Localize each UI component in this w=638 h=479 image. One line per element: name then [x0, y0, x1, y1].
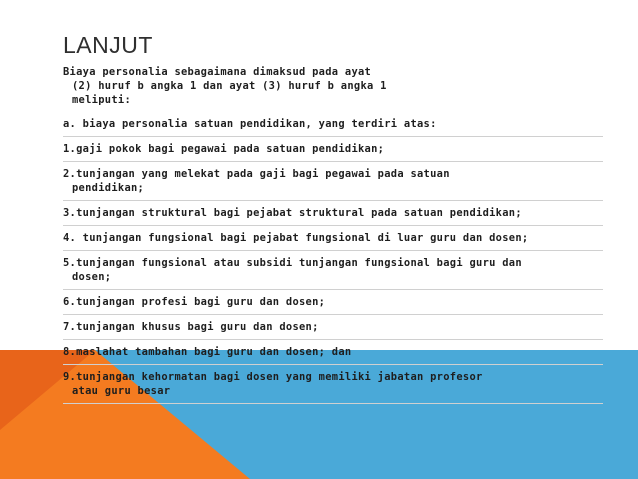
content-line-text: 8.maslahat tambahan bagi guru dan dosen; dan — [63, 346, 352, 358]
content-line — [63, 315, 603, 340]
content-line-text: 3.tunjangan struktural bagi pejabat struktural pada satuan pendidikan; — [63, 207, 522, 219]
content-line — [63, 112, 603, 137]
content-list — [63, 60, 603, 404]
content-line — [63, 201, 603, 226]
content-line-text: 9.tunjangan kehormatan bagi dosen yang memiliki jabatan profesor atau guru besar — [63, 371, 483, 397]
content-line — [63, 365, 603, 404]
content-line — [63, 162, 603, 201]
content-line-text: 6.tunjangan profesi bagi guru dan dosen; — [63, 296, 326, 308]
slide-title: LANJUT — [63, 32, 153, 58]
content-line — [63, 60, 603, 112]
content-line — [63, 290, 603, 315]
content-line — [63, 226, 603, 251]
content-line-text: 2.tunjangan yang melekat pada gaji bagi pegawai pada satuan pendidikan; — [63, 168, 450, 194]
content-line — [63, 137, 603, 162]
content-line-text: 7.tunjangan khusus bagi guru dan dosen; — [63, 321, 319, 333]
content-line — [63, 340, 603, 365]
content-line-text: 4. tunjangan fungsional bagi pejabat fungsional di luar guru dan dosen; — [63, 232, 529, 244]
content-line-text: 5.tunjangan fungsional atau subsidi tunjangan fungsional bagi guru dan dosen; — [63, 257, 522, 283]
content-line — [63, 251, 603, 290]
content-line-text: Biaya personalia sebagaimana dimaksud pada ayat (2) huruf b angka 1 dan ayat (3) huruf b angka 1 meliputi: — [63, 66, 387, 106]
content-line-text: a. biaya personalia satuan pendidikan, yang terdiri atas: — [63, 118, 437, 130]
content-line-text: 1.gaji pokok bagi pegawai pada satuan pendidikan; — [63, 143, 385, 155]
